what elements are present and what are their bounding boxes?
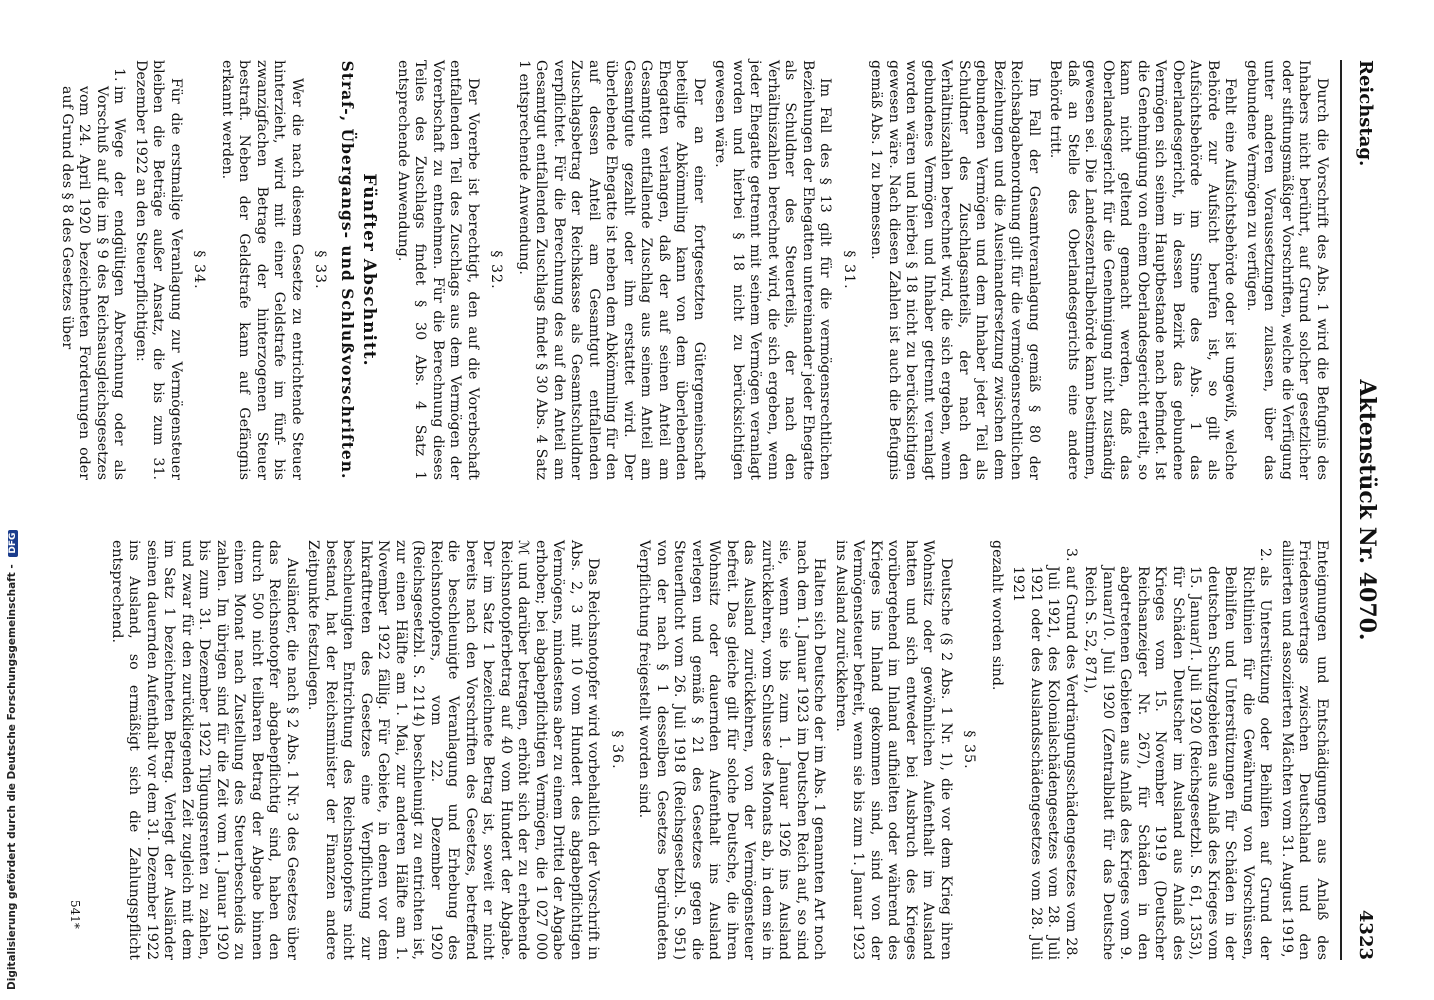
list-item: 2. als Unterstützung oder Beihilfen auf Grund der Richtlinien für die Gewährung von Vorschüssen, Beihilfen und Unterstützungen für Schäden in der deutschen Schutzgebieten aus Anlaß des Krieges vom 15. Januar/1. Juli 1920 (Reichsgesetzbl. S. 61, 1353), für Schäden Deutscher im Ausland aus Anlaß des Krieges vom 15. November 1919 (Deutscher Reichsanzeiger Nr. 267), für Schäden in den abgetretenen Gebieten aus Anlaß des Krieges vom 9. Januar/10. Juli 1920 (Zentralblatt für das Deutsche Reich S. 52, 871),	[1081, 566, 1274, 960]
paragraph: Für die erstmalige Veranlagung zur Vermögensteuer bleiben die Beträge außer Ansatz, die bis zum 31. Dezember 1922 an den Steuerpflichtigen:	[133, 60, 184, 480]
paragraph: Deutsche (§ 2 Abs. 1 Nr. 1), die vor dem Krieg ihren Wohnsitz oder gewöhnlichen Aufenthalt im Ausland hatten und sich entweder bei Ausbruch des Krieges vorübergehend im Inland aufhielten oder während des Krieges ins Inland gekommen sind, sind von der Vermögensteuer befreit, wenn sie bis zum 1. Januar 1923 ins Ausland zurückkehren.	[833, 540, 954, 960]
document-page	[40, 0, 1400, 1000]
page-number: 4323	[1355, 909, 1376, 960]
paragraph: Im Fall des § 13 gilt für die vermögensrechtlichen Beziehungen der Ehegatten untereinander jeder Ehegatte als Schuldner des Steuerteils, der nach den Verhältniszahlen berechnet wird, die sich ergeben, wenn jeder Ehegatte getrennt mit seinem Vermögen veranlagt worden und hierbei § 18 nicht zu berücksichtigen gewesen wäre.	[712, 60, 834, 480]
page-header	[1344, 60, 1384, 960]
section-number: § 33.	[312, 250, 329, 290]
digitization-note	[6, 530, 18, 990]
paragraph: Durch die Vorschrift des Abs. 1 wird die Befugnis des Inhabers nicht berührt, auf Grund solcher gesetzlicher oder stiftungsmäßiger Vorschriften, welche die Verfügung unter anderen Voraussetzungen zulassen, über das gebundene Vermögen zu verfügen.	[1244, 60, 1330, 480]
dfg-logo: DFG	[8, 530, 18, 557]
digitization-sidebar	[6, 0, 22, 1000]
section-number: § 35.	[961, 730, 978, 770]
list-item: 1. im Wege der endgültigen Abrechnung oder als Vorschuß auf die im § 9 des Reichsausgleichsgesetzes vom 24. April 1920 bezeichneten Forderungen oder auf Grund des § 8 des Gesetzes über	[58, 86, 128, 480]
section-number: § 36.	[609, 730, 625, 770]
digitization-text: Digitalisierung gefördert durch die Deutsche Forschungsgemeinschaft -	[6, 564, 18, 990]
header-left: Reichstag.	[1355, 60, 1376, 167]
list-item: 3. auf Grund des Verdrängungsschädengesetzes vom 28. Juli 1921, des Kolonialschädengesetzes vom 28. Juli 1921 oder des Auslandsschädengesetzes vom 28. Juli 1921	[1009, 566, 1079, 960]
enumerated-list	[58, 60, 128, 480]
section-number: § 31.	[841, 250, 857, 290]
paragraph: Der an einer fortgesetzten Gütergemeinschaft beteiligte Abkömmling kann von dem überlebenden Ehegatten verlangen, daß der auf seinen Anteil am Gesamtgut entfallende Zuschlag aus seinem Anteil am Gesamtgute gezahlt oder ihm erstattet wird. Der überlebende Ehegatte ist neben dem Abkömmling für den auf dessen Anteil am Gesamtgut entfallenden Zuschlagsbetrag der Reichskasse als Gesamtschuldner verpflichtet. Für die Berechnung des auf den Anteil am Gesamtgut entfallenden Zuschlags findet § 30 Abs. 4 Satz 1 entsprechende Anwendung.	[516, 60, 707, 480]
section-number: § 34.	[191, 250, 208, 290]
right-column	[104, 540, 1331, 960]
paragraph: Halten sich Deutsche der im Abs. 1 genannten Art noch nach dem 1. Januar 1923 im Deutschen Reich auf, so sind sie, wenn sie bis zum 1. Januar 1926 ins Ausland zurückkehren, vom Schlusse des Monats ab, in dem sie in das Ausland zurückkehren, von der Vermögensteuer befreit. Das gleiche gilt für solche Deutsche, die ihren Wohnsitz oder dauernden Aufenthalt ins Ausland verlegen und gemäß § 21 des Gesetzes gegen die Steuerflucht vom 26. Juli 1918 (Reichsgesetzbl. S. 951) von der nach § 1 desselben Gesetzes begründeten Verpflichtung freigestellt worden sind.	[636, 540, 828, 960]
enumerated-list	[1009, 540, 1274, 960]
paragraph: Ausländer, die nach § 2 Abs. 1 Nr. 3 des Gesetzes über das Reichsnotopfer abgabepflichtig sind, haben den durch 500 nicht teilbaren Betrag der Abgabe binnen einem Monat nach Zustellung des Steuerbescheids zu zahlen. Im übrigen sind für die Zeit vom 1. Januar 1920 bis zum 31. Dezember 1922 Tilgungsrenten zu zahlen, und zwar für den zurückliegenden Zeit zugleich mit dem im Satz 1 bezeichneten Betrag. Verlegt der Ausländer seinen dauernden Aufenthalt vor dem 31. Dezember 1922 ins Ausland, so ermäßigt sich die Zahlungspflicht entsprechend.	[109, 540, 300, 960]
paragraph: Das Reichsnotopfer wird vorbehaltlich der Vorschrift in Abs. 2, 3 mit 10 vom Hundert des abgabepflichtigen Vermögens, mindestens aber zu einem Drittel der Abgabe erhoben; bei abgabepflichtigen Vermögen, die 1 027 000 ℳ und darüber betragen, erhöht sich der zu erhebende Reichsnotopferbetrag auf 40 vom Hundert der Abgabe. Der im Satz 1 bezeichnete Betrag ist, soweit er nicht bereits nach den Vorschriften des Gesetzes, betreffend die beschleunigte Veranlagung und Erhebung des Reichsnotopfers, vom 22. Dezember 1920 (Reichsgesetzbl. S. 2114) beschleunigt zu entrichten ist, zur einen Hälfte am 1. Mai, zur anderen Hälfte am 1. November 1922 fällig. Für Gebiete, in denen vor dem Inkrafttreten des Gesetzes eine Verpflichtung zur beschleunigten Entrichtung des Reichsnotopfers nicht bestand, hat der Reichsminister der Finanzen andere Zeitpunkte festzulegen.	[305, 540, 602, 960]
header-title: Aktenstück Nr. 4070.	[1354, 379, 1380, 641]
chapter-heading: Fünfter Abschnitt.	[359, 173, 380, 367]
paragraph: gezahlt worden sind.	[989, 540, 1005, 691]
paragraph: Der Vorerbe ist berechtigt, den auf die Vorerbschaft entfallenden Teil des Zuschlags aus dem Vermögen der Vorerbschaft zu entnehmen. Für die Berechnung dieses Teiles des Zuschlags findet § 30 Abs. 4 Satz 1 entsprechende Anwendung.	[395, 60, 481, 480]
paragraph: Wer die nach diesem Gesetze zu entrichtende Steuer hinterzieht, wird mit einer Geldstrafe im fünf- bis zwanzigfachen Betrage der hinterzogenen Steuer bestraft. Neben der Geldstrafe kann auf Gefängnis erkannt werden.	[219, 60, 305, 480]
paragraph: Enteignungen und Entschädigungen aus Anlaß des Friedensvertrags zwischen Deutschland und den alliierten und assoziierten Mächten vom 31. August 1919,	[1279, 540, 1330, 960]
left-column	[54, 60, 1331, 480]
header-rule	[1340, 60, 1342, 960]
section-number: § 32.	[488, 250, 505, 290]
chapter-subheading: Straf-, Übergangs- und Schlußvorschriften.	[338, 60, 357, 480]
paragraph: Fehlt eine Aufsichtsbehörde oder ist ungewiß, welche Behörde zur Aufsicht berufen ist, so gilt als Aufsichtsbehörde im Sinne des Abs. 1 das Oberlandesgericht, in dessen Bezirk das gebundene Vermögen sich seinem Hauptbestande nach befindet. Ist die Genehmigung von einem Oberlandesgericht erteilt, so kann nicht geltend gemacht werden, daß das Oberlandesgericht für die Genehmigung nicht zuständig gewesen sei. Die Landeszentralbehörde kann bestimmen, daß an Stelle des Oberlandesgerichts eine andere Behörde tritt.	[1047, 60, 1239, 480]
paragraph: Im Fall der Gesamtveranlagung gemäß § 80 der Reichsabgabenordnung gilt für die vermögensrechtlichen Beziehungen und die Auseinandersetzung zwischen dem gebundenen Vermögen und dem Inhaber jeder Teil als Schuldner des Zuschlagsanteils, der nach den Verhältniszahlen berechnet wird, die sich ergeben, wenn gebundenes Vermögen und Inhaber getrennt veranlagt worden wären und hierbei § 18 nicht zu berücksichtigen gewesen wäre. Nach diesen Zahlen ist auch die Befugnis gemäß Abs. 1 zu bemessen.	[868, 60, 1042, 480]
footer-mark: 541*	[68, 900, 82, 929]
